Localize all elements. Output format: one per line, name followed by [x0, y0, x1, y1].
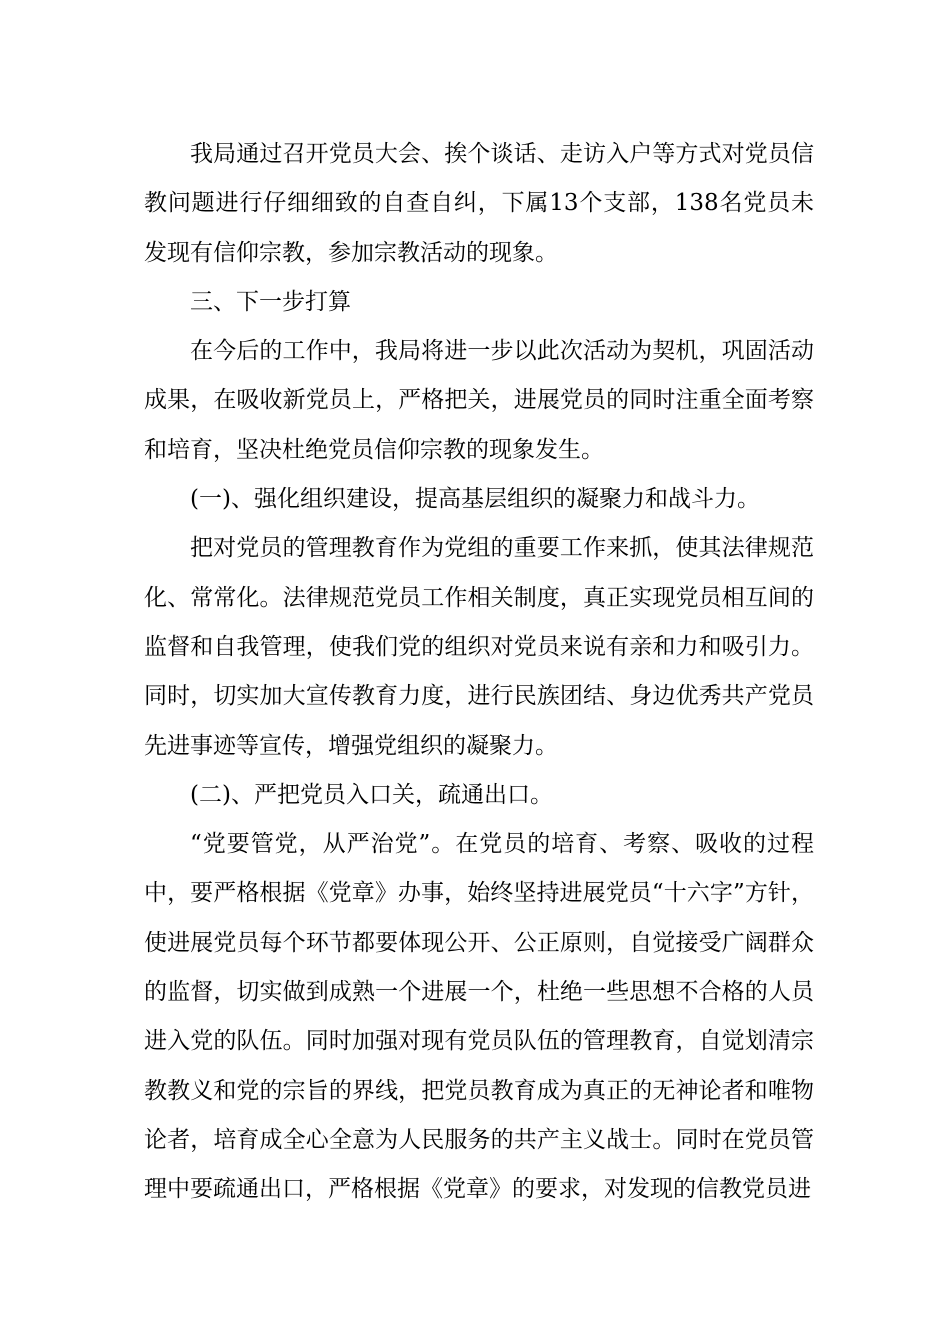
paragraph-self-inspection: 我局通过召开党员大会、挨个谈话、走访入户等方式对党员信教问题进行仔细细致的自查自纠，下属13个支部，138名党员未发现有信仰宗教，参加宗教活动的现象。: [144, 141, 814, 266]
document-body: [144, 130, 814, 1215]
subheading-entry-control: (二)、严把党员入口关，疏通出口。: [190, 781, 553, 808]
paragraph-management-education: 把对党员的管理教育作为党组的重要工作来抓，使其法律规范化、常常化。法律规范党员工作相关制度，真正实现党员相互间的监督和自我管理，使我们党的组织对党员来说有亲和力和吸引力。同时，切实加大宣传教育力度，进行民族团结、身边优秀共产党员先进事迹等宣传，增强党组织的凝聚力。: [144, 535, 814, 759]
section-heading-next-steps: 三、下一步打算: [190, 288, 351, 315]
subheading-organization-building: (一)、强化组织建设，提高基层组织的凝聚力和战斗力。: [190, 486, 760, 513]
paragraph-strict-party-governance: “党要管党，从严治党”。在党员的培育、考察、吸收的过程中，要严格根据《党章》办事，始终坚持进展党员“十六字”方针，使进展党员每个环节都要体现公开、公正原则，自觉接受广阔群众的监督，切实做到成熟一个进展一个，杜绝一些思想不合格的人员进入党的队伍。同时加强对现有党员队伍的管理教育，自觉划清宗教教义和党的宗旨的界线，把党员教育成为真正的无神论者和唯物论者，培育成全心全意为人民服务的共产主义战士。同时在党员管理中要疏通出口，严格根据《党章》的要求，对发现的信教党员进: [144, 831, 814, 1203]
paragraph-future-work: 在今后的工作中，我局将进一步以此次活动为契机，巩固活动成果，在吸收新党员上，严格把关，进展党员的同时注重全面考察和培育，坚决杜绝党员信仰宗教的现象发生。: [144, 338, 814, 463]
